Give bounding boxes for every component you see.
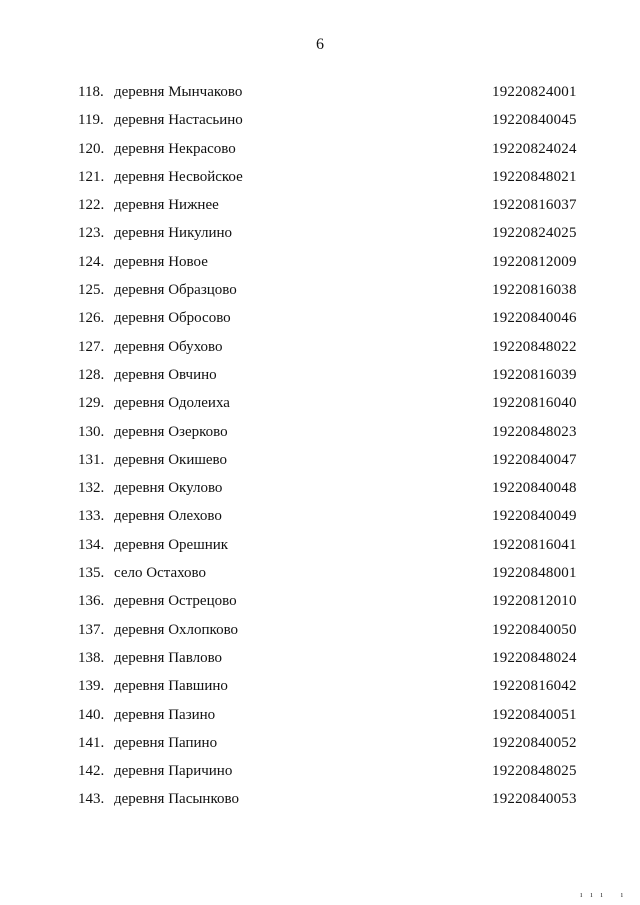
entry-number: 120.: [78, 140, 105, 157]
settlement-list: [0, 82, 640, 818]
list-item: [0, 337, 640, 365]
oktmo-code: 19220840052: [492, 734, 577, 751]
settlement-name: деревня Острецово: [114, 593, 237, 610]
list-item: [0, 110, 640, 138]
entry-number: 130.: [78, 423, 105, 440]
oktmo-code: 19220840051: [492, 706, 577, 723]
oktmo-code: 19220816039: [492, 366, 577, 383]
entry-number: 138.: [78, 649, 105, 666]
settlement-name: деревня Окулово: [114, 480, 223, 497]
entry-number: 133.: [78, 508, 105, 525]
entry-number: 123.: [78, 225, 105, 242]
entry-number: 122.: [78, 197, 105, 214]
oktmo-code: 19220848024: [492, 649, 577, 666]
entry-number: 142.: [78, 763, 105, 780]
settlement-name: деревня Папино: [114, 734, 218, 751]
list-item: [0, 478, 640, 506]
list-item: [0, 393, 640, 421]
oktmo-code: 19220848023: [492, 423, 577, 440]
settlement-name: деревня Охлопково: [114, 621, 239, 638]
settlement-name: деревня Настасьино: [114, 112, 243, 129]
entry-number: 132.: [78, 480, 105, 497]
list-item: [0, 365, 640, 393]
oktmo-code: 19220816040: [492, 395, 577, 412]
oktmo-code: 19220848001: [492, 565, 577, 582]
oktmo-code: 19220840053: [492, 791, 577, 808]
oktmo-code: 19220848025: [492, 763, 577, 780]
oktmo-code: 19220848022: [492, 338, 577, 355]
entry-number: 136.: [78, 593, 105, 610]
list-item: [0, 280, 640, 308]
oktmo-code: 19220840048: [492, 480, 577, 497]
oktmo-code: 19220840050: [492, 621, 577, 638]
settlement-name: деревня Некрасово: [114, 140, 236, 157]
page-number: 6: [316, 36, 324, 53]
entry-number: 143.: [78, 791, 105, 808]
entry-number: 141.: [78, 734, 105, 751]
settlement-name: деревня Обухово: [114, 338, 223, 355]
list-item: [0, 620, 640, 648]
settlement-name: деревня Паричино: [114, 763, 233, 780]
scan-marks: ı ı ı ı: [580, 890, 626, 899]
entry-number: 128.: [78, 366, 105, 383]
entry-number: 137.: [78, 621, 105, 638]
list-item: [0, 167, 640, 195]
list-item: [0, 789, 640, 817]
settlement-name: деревня Орешник: [114, 536, 229, 553]
settlement-name: село Остахово: [114, 565, 207, 582]
oktmo-code: 19220840047: [492, 451, 577, 468]
entry-number: 126.: [78, 310, 105, 327]
settlement-name: деревня Новое: [114, 253, 208, 270]
settlement-name: деревня Пазино: [114, 706, 216, 723]
settlement-name: деревня Мынчаково: [114, 84, 243, 100]
oktmo-code: 19220848021: [492, 168, 577, 185]
oktmo-code: 19220816042: [492, 678, 577, 695]
list-item: [0, 252, 640, 280]
list-item: [0, 733, 640, 761]
list-item: [0, 82, 640, 110]
oktmo-code: 19220824024: [492, 140, 577, 157]
entry-number: 118.: [78, 84, 104, 100]
settlement-name: деревня Обросово: [114, 310, 231, 327]
oktmo-code: 19220816041: [492, 536, 577, 553]
list-item: [0, 705, 640, 733]
entry-number: 121.: [78, 168, 105, 185]
list-item: [0, 422, 640, 450]
settlement-name: деревня Олехово: [114, 508, 222, 525]
settlement-name: деревня Пасынково: [114, 791, 239, 808]
list-item: [0, 195, 640, 223]
list-item: [0, 676, 640, 704]
list-item: [0, 648, 640, 676]
settlement-name: деревня Озерково: [114, 423, 228, 440]
entry-number: 140.: [78, 706, 105, 723]
entry-number: 125.: [78, 282, 105, 299]
entry-number: 124.: [78, 253, 105, 270]
oktmo-code: 19220840045: [492, 112, 577, 129]
oktmo-code: 19220816037: [492, 197, 577, 214]
list-item: [0, 591, 640, 619]
settlement-name: деревня Образцово: [114, 282, 237, 299]
list-item: [0, 139, 640, 167]
settlement-name: деревня Павшино: [114, 678, 228, 695]
oktmo-code: 19220816038: [492, 282, 577, 299]
oktmo-code: 19220840046: [492, 310, 577, 327]
oktmo-code: 19220812009: [492, 253, 577, 270]
oktmo-code: 19220812010: [492, 593, 577, 610]
entry-number: 135.: [78, 565, 105, 582]
list-item: [0, 563, 640, 591]
settlement-name: деревня Нижнее: [114, 197, 219, 214]
entry-number: 134.: [78, 536, 105, 553]
entry-number: 129.: [78, 395, 105, 412]
entry-number: 139.: [78, 678, 105, 695]
entry-number: 119.: [78, 112, 104, 129]
settlement-name: деревня Никулино: [114, 225, 233, 242]
oktmo-code: 19220840049: [492, 508, 577, 525]
oktmo-code: 19220824025: [492, 225, 577, 242]
list-item: [0, 223, 640, 251]
list-item: [0, 506, 640, 534]
settlement-name: деревня Павлово: [114, 649, 223, 666]
settlement-name: деревня Одолеиха: [114, 395, 230, 412]
oktmo-code: 19220824001: [492, 84, 577, 100]
entry-number: 127.: [78, 338, 105, 355]
list-item: [0, 308, 640, 336]
list-item: [0, 761, 640, 789]
settlement-name: деревня Окишево: [114, 451, 228, 468]
settlement-name: деревня Несвойское: [114, 168, 243, 185]
settlement-name: деревня Овчино: [114, 366, 217, 383]
list-item: [0, 450, 640, 478]
entry-number: 131.: [78, 451, 105, 468]
list-item: [0, 535, 640, 563]
